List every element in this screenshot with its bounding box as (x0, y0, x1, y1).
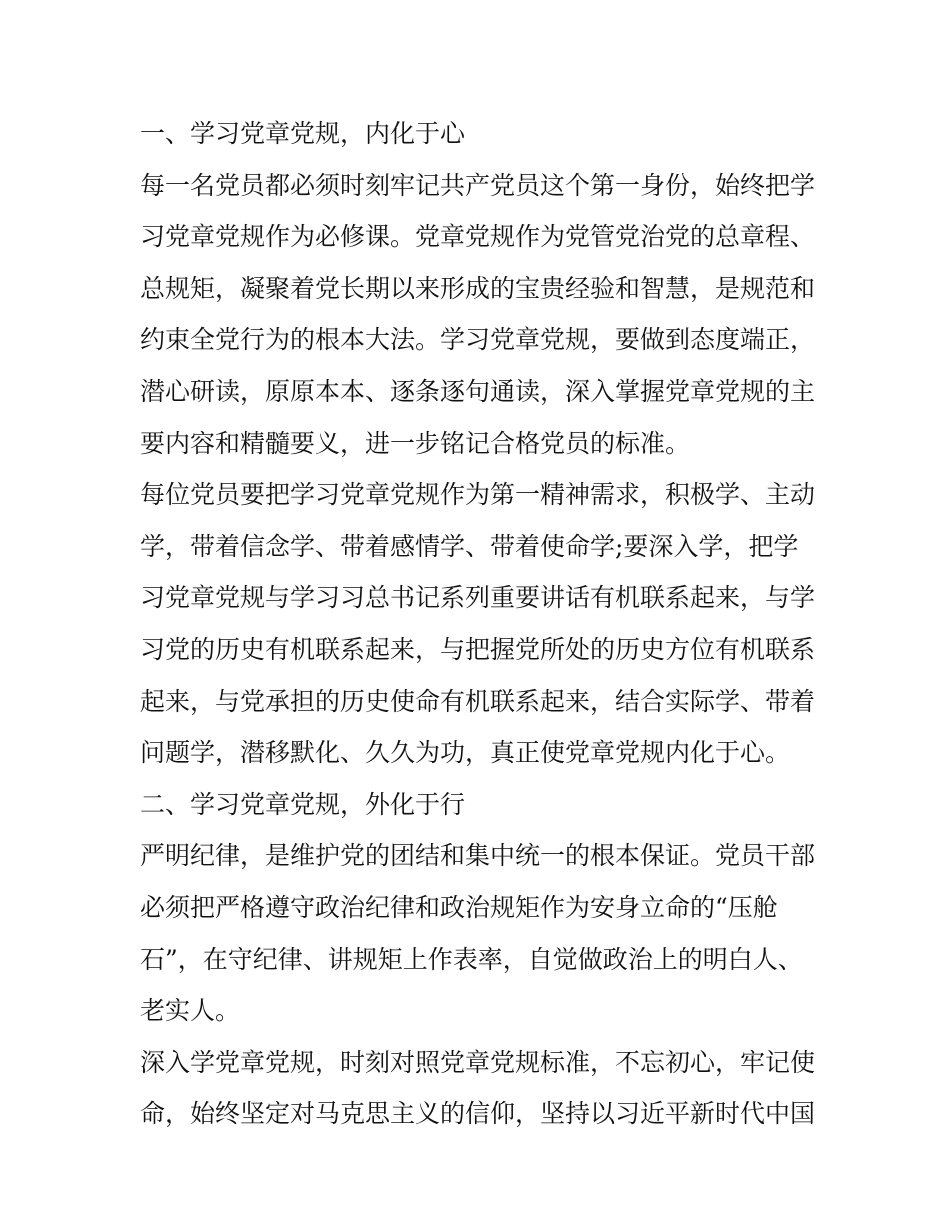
paragraph-line: 要内容和精髓要义，进一步铭记合格党员的标准。 (140, 428, 691, 458)
paragraph-line: 问题学，潜移默化、久久为功，真正使党章党规内化于心。 (140, 738, 791, 768)
paragraph-line: 每一名党员都必须时刻牢记共产党员这个第一身份，始终把学 (140, 170, 816, 200)
paragraph-line: 总规矩，凝聚着党长期以来形成的宝贵经验和智慧，是规范和 (140, 273, 816, 303)
paragraph-line: 约束全党行为的根本大法。学习党章党规，要做到态度端正， (140, 325, 816, 355)
paragraph-line: 学，带着信念学、带着感情学、带着使命学;要深入学，把学 (140, 531, 799, 561)
paragraph-line: 必须把严格遵守政治纪律和政治规矩作为安身立命的“压舱 (140, 892, 778, 922)
paragraph-line: 深入学党章党规，时刻对照党章党规标准，不忘初心，牢记使 (140, 1047, 816, 1077)
paragraph-line: 石”，在守纪律、讲规矩上作表率，自觉做政治上的明白人、 (140, 944, 803, 974)
paragraph-line: 习党章党规与学习习总书记系列重要讲话有机联系起来，与学 (140, 583, 816, 613)
paragraph-line: 潜心研读，原原本本、逐条逐句通读，深入掌握党章党规的主 (140, 376, 816, 406)
document-body (140, 108, 820, 1140)
paragraph-line: 每位党员要把学习党章党规作为第一精神需求，积极学、主动 (140, 480, 816, 510)
paragraph-line: 习党的历史有机联系起来，与把握党所处的历史方位有机联系 (140, 634, 816, 664)
paragraph-line: 命，始终坚定对马克思主义的信仰，坚持以习近平新时代中国 (140, 1099, 816, 1129)
paragraph-line: 习党章党规作为必修课。党章党规作为党管党治党的总章程、 (140, 222, 816, 252)
paragraph-line: 严明纪律，是维护党的团结和集中统一的根本保证。党员干部 (140, 841, 816, 871)
section-heading-1: 一、学习党章党规，内化于心 (140, 119, 466, 148)
paragraph-line: 老实人。 (140, 996, 241, 1026)
paragraph-line: 起来，与党承担的历史使命有机联系起来，结合实际学、带着 (140, 686, 816, 716)
section-heading-2: 二、学习党章党规，外化于行 (140, 789, 466, 819)
